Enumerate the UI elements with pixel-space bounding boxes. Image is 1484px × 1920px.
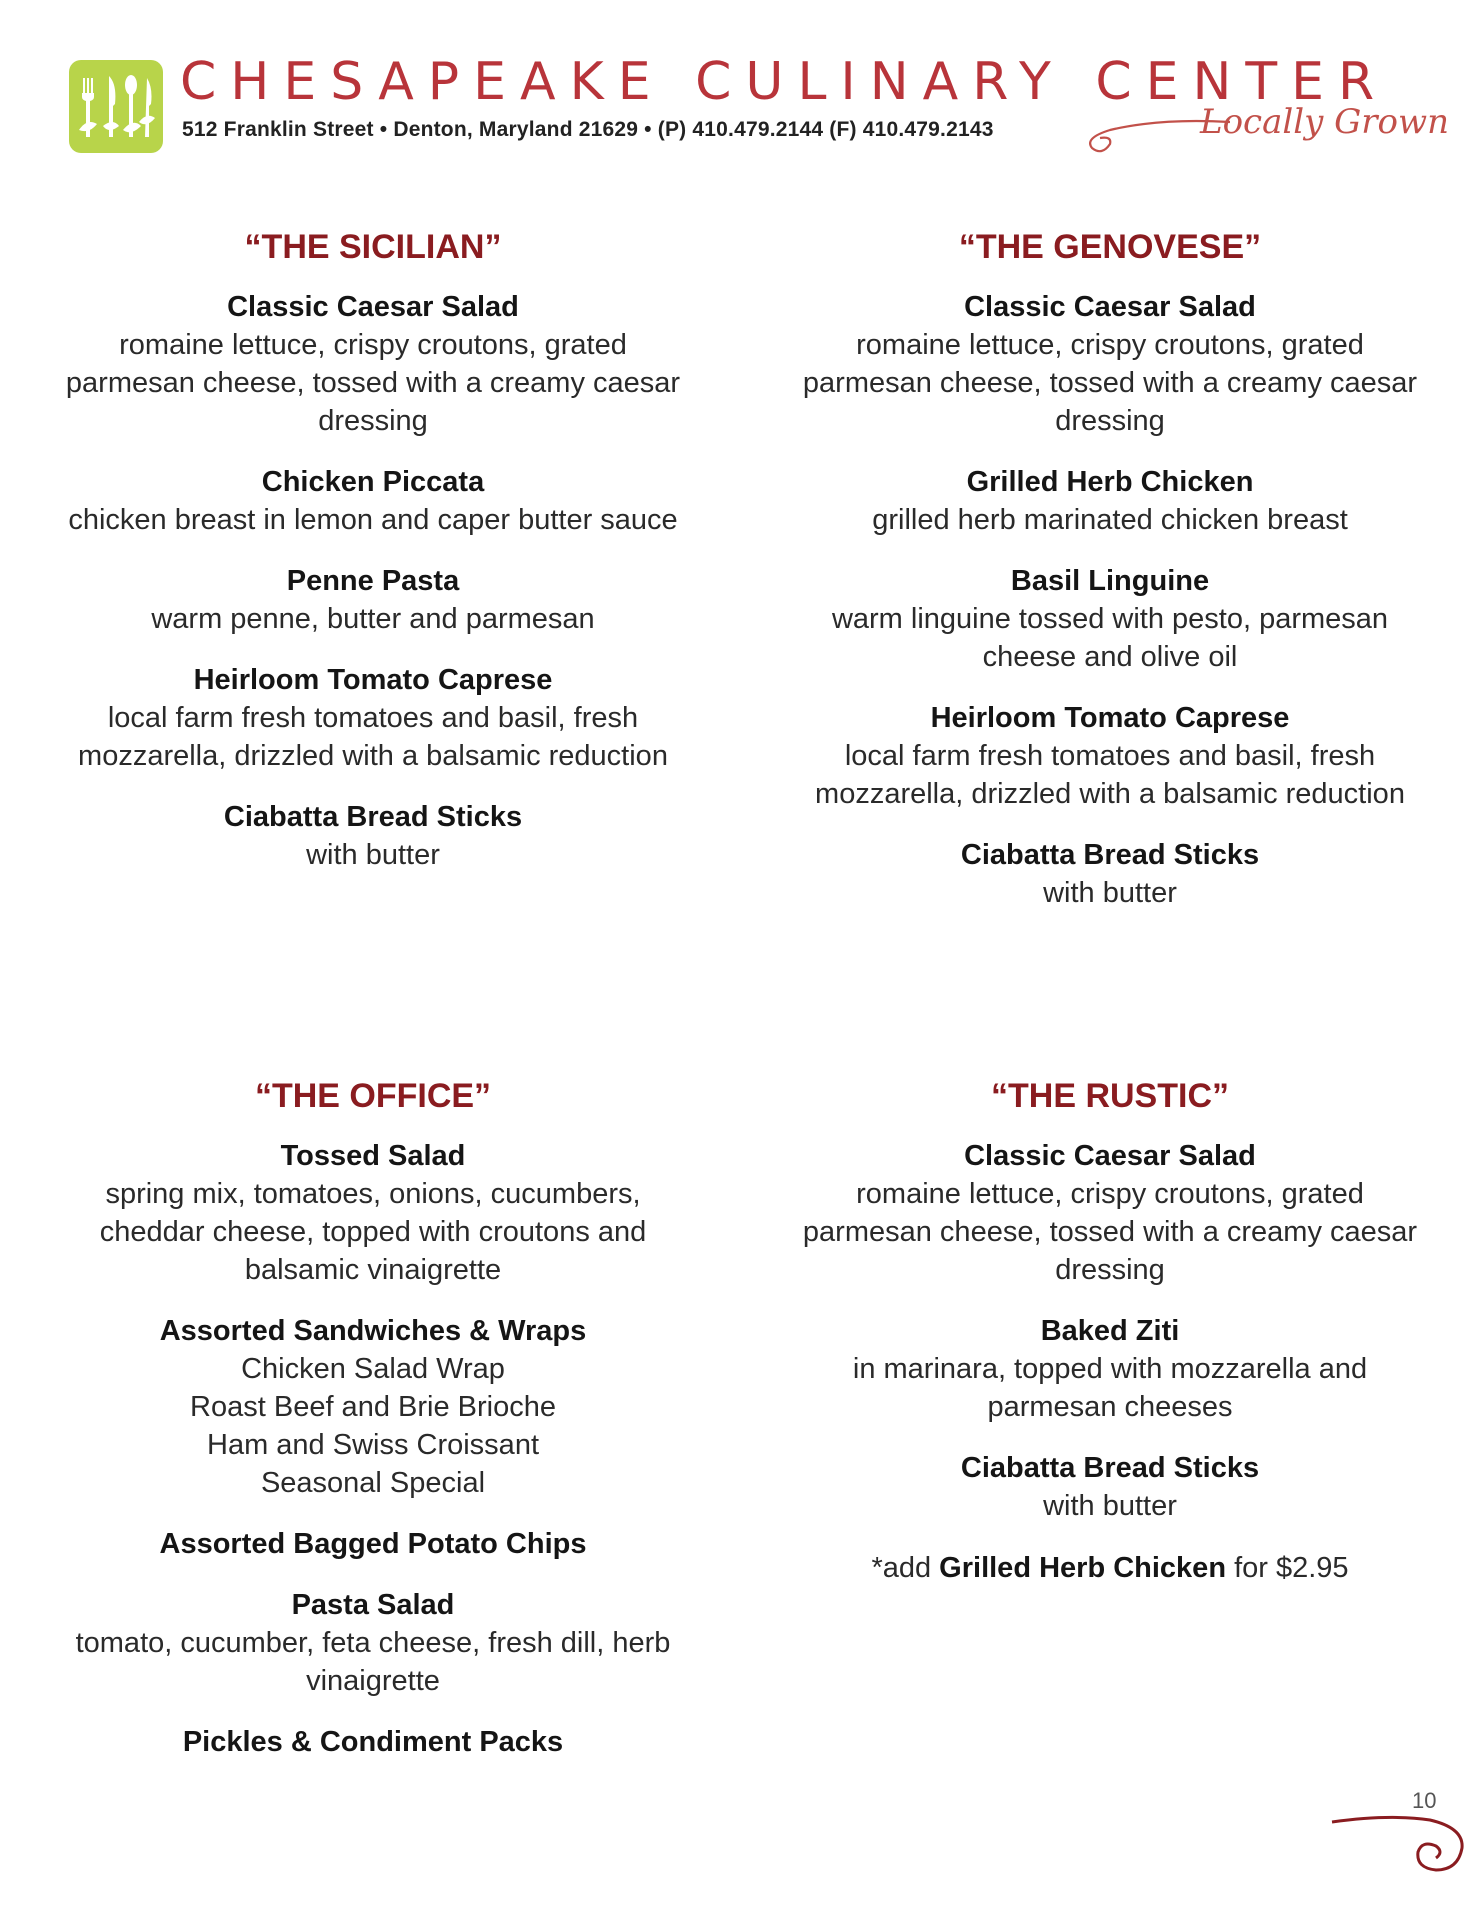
menu-item (800, 1138, 1420, 1289)
item-description: romaine lettuce, crispy croutons, grated parmesan cheese, tossed with a creamy caesar dressing (65, 329, 681, 437)
addon-note (800, 1549, 1420, 1587)
item-description: spring mix, tomatoes, onions, cucumbers, cheddar cheese, topped with croutons and balsamic vinaigrette (99, 1178, 647, 1286)
menu-sicilian (63, 227, 683, 898)
item-description: local farm fresh tomatoes and basil, fresh mozzarella, drizzled with a balsamic reduction (78, 702, 668, 772)
item-name: Heirloom Tomato Caprese (930, 702, 1290, 734)
menu-title: “THE GENOVESE” (958, 228, 1262, 266)
menu-item (63, 289, 683, 440)
tagline: Locally Grown (1200, 102, 1450, 142)
item-name: Ciabatta Bread Sticks (960, 839, 1260, 871)
item-description: tomato, cucumber, feta cheese, fresh dill, herb vinaigrette (75, 1627, 671, 1697)
item-description: warm penne, butter and parmesan (151, 603, 595, 635)
menu-item (63, 1587, 683, 1700)
fork-knife-spoon-leaves-logo-icon (69, 60, 163, 153)
item-name: Chicken Piccata (261, 466, 485, 498)
item-description: warm linguine tossed with pesto, parmesan cheese and olive oil (831, 603, 1389, 673)
sandwich-option: Chicken Salad Wrap (241, 1353, 505, 1385)
item-name: Baked Ziti (1040, 1315, 1180, 1347)
addon-suffix: for $2.95 (1226, 1552, 1349, 1584)
page-number: 10 (1412, 1788, 1437, 1813)
item-name: Basil Linguine (1010, 565, 1210, 597)
menu-item (800, 837, 1420, 912)
addon-prefix: *add (871, 1552, 940, 1584)
item-description: with butter (306, 839, 440, 871)
menu-item (800, 563, 1420, 676)
address-line: 512 Franklin Street • Denton, Maryland 21629 • (P) 410.479.2144 (F) 410.479.2143 (182, 118, 994, 141)
menu-item (63, 1138, 683, 1289)
menu-item (63, 1526, 683, 1563)
menu-item (800, 289, 1420, 440)
item-name: Classic Caesar Salad (964, 1140, 1256, 1172)
item-description: chicken breast in lemon and caper butter sauce (68, 504, 678, 536)
sandwich-option: Ham and Swiss Croissant (207, 1429, 539, 1461)
item-description: grilled herb marinated chicken breast (872, 504, 1348, 536)
menu-office (63, 1076, 683, 1785)
item-name: Classic Caesar Salad (227, 291, 519, 323)
item-name: Penne Pasta (286, 565, 460, 597)
item-name: Assorted Bagged Potato Chips (159, 1528, 587, 1560)
menu-item (63, 563, 683, 638)
logo (69, 60, 163, 153)
item-description: in marinara, topped with mozzarella and parmesan cheeses (852, 1353, 1368, 1423)
swirl-flourish-icon (1330, 1800, 1470, 1880)
item-description: with butter (1043, 877, 1177, 909)
menu-item (63, 464, 683, 539)
item-description: romaine lettuce, crispy croutons, grated parmesan cheese, tossed with a creamy caesar dressing (802, 329, 1418, 437)
item-name: Ciabatta Bread Sticks (223, 801, 523, 833)
item-name: Tossed Salad (280, 1140, 466, 1172)
item-name: Assorted Sandwiches & Wraps (159, 1315, 587, 1347)
item-name: Classic Caesar Salad (964, 291, 1256, 323)
menu-item (63, 1724, 683, 1761)
item-description: local farm fresh tomatoes and basil, fresh mozzarella, drizzled with a balsamic reduction (815, 740, 1405, 810)
item-name: Pickles & Condiment Packs (182, 1726, 564, 1758)
sandwich-option: Seasonal Special (260, 1467, 486, 1499)
addon-item: Grilled Herb Chicken (939, 1552, 1227, 1584)
brand-name: CHESAPEAKE CULINARY CENTER (180, 52, 1389, 112)
menu-title: “THE OFFICE” (254, 1077, 492, 1115)
menu-item (800, 464, 1420, 539)
sandwich-option: Roast Beef and Brie Brioche (190, 1391, 556, 1423)
menu-title: “THE RUSTIC” (991, 1077, 1229, 1115)
menu-genovese (800, 227, 1420, 936)
menu-item (63, 1313, 683, 1502)
item-name: Grilled Herb Chicken (966, 466, 1254, 498)
menu-rustic (800, 1076, 1420, 1587)
item-name: Ciabatta Bread Sticks (960, 1452, 1260, 1484)
item-description: with butter (1043, 1490, 1177, 1522)
item-description: romaine lettuce, crispy croutons, grated parmesan cheese, tossed with a creamy caesar dressing (802, 1178, 1418, 1286)
menu-item (63, 799, 683, 874)
item-name: Pasta Salad (291, 1589, 455, 1621)
menu-title: “THE SICILIAN” (244, 228, 502, 266)
menu-item (800, 1313, 1420, 1426)
menu-item (800, 1450, 1420, 1525)
menu-item (63, 662, 683, 775)
menu-item (800, 700, 1420, 813)
item-name: Heirloom Tomato Caprese (193, 664, 553, 696)
